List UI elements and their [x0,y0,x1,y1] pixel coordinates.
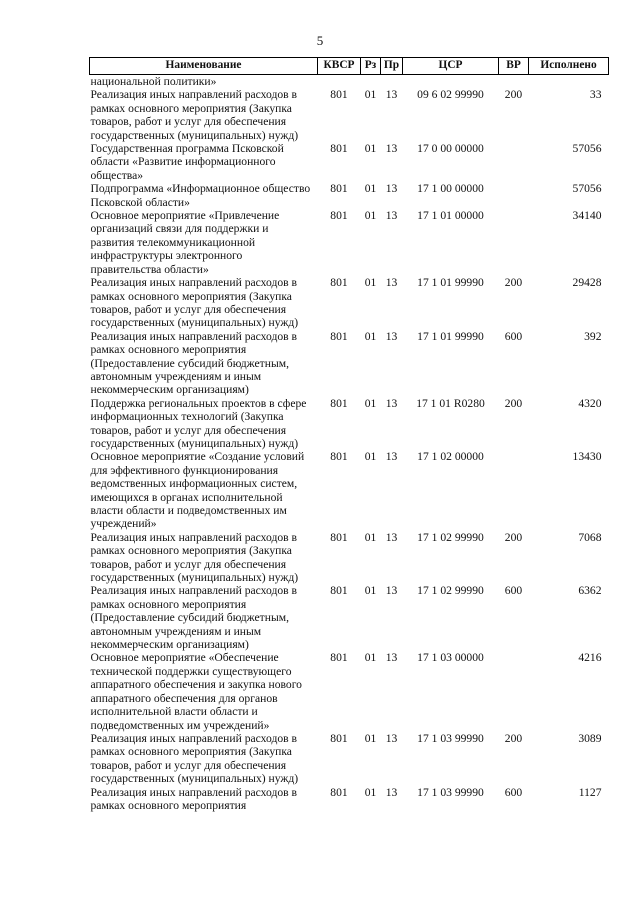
row-pr: 13 [385,182,398,196]
row-kvsr: 801 [330,450,348,464]
row-name: Подпрограмма «Информационное общество Псковской области» [90,182,311,209]
row-kvsr: 801 [330,651,348,665]
row-executed: 3089 [578,731,602,745]
page-number: 5 [316,33,324,48]
row-rz: 01 [364,584,377,598]
row-csr: 17 1 01 99990 [417,276,484,290]
row-executed: 392 [584,329,602,343]
row-executed [529,75,609,89]
row-rz: 01 [364,276,377,290]
row-rz: 01 [364,142,377,156]
row-rz: 01 [364,450,377,464]
row-name: Реализация иных направлений расходов в рамках основного мероприятия (Закупка товаров, работ и услуг для обеспечения государственных (муниципальных) нужд) [90,276,299,330]
table-row [90,732,609,786]
row-pr: 13 [385,651,398,665]
row-executed: 1127 [578,785,602,799]
row-rz: 01 [364,88,377,102]
row-kvsr: 801 [330,785,348,799]
row-pr: 13 [385,785,398,799]
row-csr: 17 1 01 99990 [417,329,484,343]
row-name: Основное мероприятие «Привлечение организаций связи для поддержки и развития телекоммуникационной инфраструктуры электронного правительства области» [90,209,280,276]
row-name: Основное мероприятие «Создание условий для эффективного функционирования ведомственных информационных систем, имеющихся в органах исполнительной власти области и подведомственных им учреждений» [90,450,305,531]
row-pr: 13 [385,450,398,464]
table-row [90,786,609,813]
row-rz: 01 [364,329,377,343]
row-vr: 200 [504,276,523,290]
row-executed: 4320 [578,396,602,410]
row-executed: 34140 [572,209,602,223]
row-csr: 17 1 02 99990 [417,530,484,544]
row-pr: 13 [385,276,398,290]
row-kvsr: 801 [330,142,348,156]
row-kvsr [318,75,361,89]
table-row [90,330,609,397]
row-kvsr: 801 [330,731,348,745]
row-rz: 01 [364,651,377,665]
row-rz: 01 [364,396,377,410]
row-name: Реализация иных направлений расходов в рамках основного мероприятия [90,785,297,812]
row-executed: 7068 [578,530,602,544]
row-vr: 600 [504,329,523,343]
row-csr [403,75,499,89]
row-executed: 6362 [578,584,602,598]
row-vr [499,75,529,89]
row-pr [381,75,403,89]
table-row [90,276,609,330]
row-rz: 01 [364,209,377,223]
table-row [90,531,609,585]
row-vr: 200 [504,530,523,544]
row-kvsr: 801 [330,88,348,102]
row-vr: 200 [504,396,523,410]
row-csr: 17 1 02 00000 [417,450,484,464]
table-row [90,142,609,182]
row-kvsr: 801 [330,396,348,410]
row-kvsr: 801 [330,530,348,544]
row-vr [499,142,529,182]
row-pr: 13 [385,396,398,410]
row-csr: 17 0 00 00000 [417,142,484,156]
row-pr: 13 [385,530,398,544]
header-executed: Исполнено [529,58,609,75]
row-vr [499,450,529,530]
row-csr: 17 1 03 99990 [417,785,484,799]
row-vr [499,209,529,276]
header-rz: Рз [361,58,381,75]
header-name: Наименование [90,58,318,75]
row-kvsr: 801 [330,182,348,196]
row-csr: 17 1 02 99990 [417,584,484,598]
row-csr: 09 6 02 99990 [417,88,484,102]
row-pr: 13 [385,209,398,223]
table-row [90,397,609,451]
row-name: Реализация иных направлений расходов в рамках основного мероприятия (Закупка товаров, работ и услуг для обеспечения государственных (муниципальных) нужд) [90,731,299,786]
row-pr: 13 [385,731,398,745]
row-kvsr: 801 [330,276,348,290]
row-rz: 01 [364,530,377,544]
row-executed: 33 [589,88,602,102]
row-kvsr: 801 [330,329,348,343]
row-vr: 600 [504,785,523,799]
row-name: Реализация иных направлений расходов в рамках основного мероприятия (Предоставление субсидий бюджетным, автономным учреждениям и иным некоммерческим организациям) [90,584,297,652]
table-row [90,584,609,651]
row-rz [361,75,381,89]
row-kvsr: 801 [330,209,348,223]
row-name: Основное мероприятие «Обеспечение технической поддержки существующего аппаратного обеспечения и закупка нового аппаратного обеспечения для органов исполнительной власти области и подведомственных им учреждений» [90,651,302,732]
row-executed: 57056 [572,142,602,156]
table-row [90,182,609,209]
row-name: Реализация иных направлений расходов в рамках основного мероприятия (Закупка товаров, работ и услуг для обеспечения государственных (муниципальных) нужд) [90,88,299,142]
row-rz: 01 [364,182,377,196]
row-vr: 200 [504,731,523,745]
row-executed: 13430 [572,450,602,464]
row-vr [499,651,529,731]
table-row [90,450,609,530]
row-executed: 29428 [572,276,602,290]
row-pr: 13 [385,584,398,598]
row-pr: 13 [385,142,398,156]
budget-table [89,57,609,812]
row-name: Поддержка региональных проектов в сфере информационных технологий (Закупка товаров, работ и услуг для обеспечения государственных (муниципальных) нужд) [90,396,307,450]
header-csr: ЦСР [403,58,499,75]
row-csr: 17 1 01 00000 [417,209,484,223]
row-csr: 17 1 03 00000 [417,651,484,665]
row-vr: 600 [504,584,523,598]
row-pr: 13 [385,329,398,343]
row-name: Государственная программа Псковской области «Развитие информационного общества» [90,142,284,182]
row-kvsr: 801 [330,584,348,598]
row-csr: 17 1 01 R0280 [416,396,485,410]
header-kvsr: КВСР [318,58,361,75]
header-pr: Пр [381,58,403,75]
row-csr: 17 1 03 99990 [417,731,484,745]
row-name: Реализация иных направлений расходов в рамках основного мероприятия (Закупка товаров, работ и услуг для обеспечения государственных (муниципальных) нужд) [90,530,299,585]
row-pr: 13 [385,88,398,102]
row-vr [499,182,529,209]
table-row [90,88,609,142]
table-header-row [90,58,609,75]
row-name: Реализация иных направлений расходов в рамках основного мероприятия (Предоставление субсидий бюджетным, автономным учреждениям и иным некоммерческим организациям) [90,329,297,397]
row-vr: 200 [504,88,523,102]
row-executed: 4216 [578,651,602,665]
row-executed: 57056 [572,182,602,196]
row-rz: 01 [364,731,377,745]
row-name: национальной политики» [90,75,217,88]
table-row [90,209,609,276]
header-vr: ВР [499,58,529,75]
table-row [90,75,609,89]
row-rz: 01 [364,785,377,799]
table-row [90,651,609,731]
row-csr: 17 1 00 00000 [417,182,484,196]
